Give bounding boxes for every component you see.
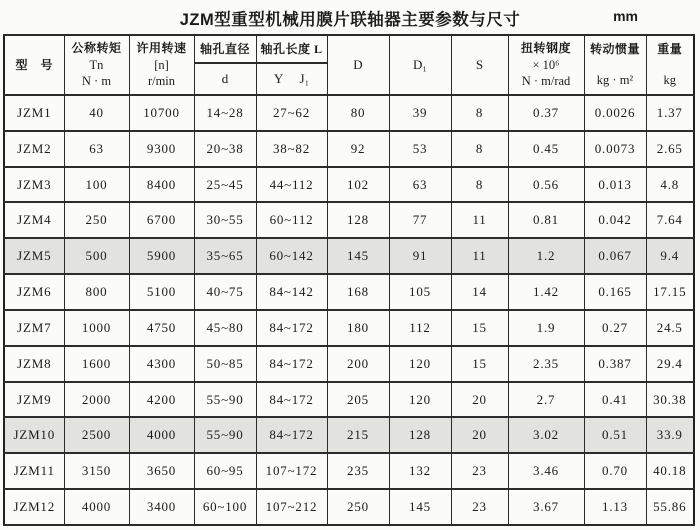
- value-cell: 1.42: [508, 274, 584, 310]
- col-header-torque: 公称转矩 Tn N · m: [64, 35, 129, 95]
- value-cell: 40~75: [194, 274, 256, 310]
- value-cell: 3400: [129, 489, 194, 525]
- value-cell: 80: [327, 95, 389, 131]
- table-row: [4, 95, 694, 131]
- table-row: [4, 453, 694, 489]
- table-row: [4, 202, 694, 238]
- value-cell: 91: [389, 238, 451, 274]
- model-cell: JZM5: [4, 238, 64, 274]
- value-cell: 3650: [129, 453, 194, 489]
- table-row: [4, 238, 694, 274]
- value-cell: 35~65: [194, 238, 256, 274]
- table-row: [4, 382, 694, 418]
- value-cell: 0.41: [584, 382, 646, 418]
- value-cell: 84~142: [256, 274, 327, 310]
- value-cell: 0.042: [584, 202, 646, 238]
- value-cell: 1.13: [584, 489, 646, 525]
- table-row: [4, 131, 694, 167]
- value-cell: 30~55: [194, 202, 256, 238]
- value-cell: 0.0073: [584, 131, 646, 167]
- value-cell: 23: [451, 453, 508, 489]
- table-row: [4, 274, 694, 310]
- value-cell: 102: [327, 167, 389, 203]
- value-cell: 17.15: [646, 274, 694, 310]
- value-cell: 128: [327, 202, 389, 238]
- model-cell: JZM10: [4, 417, 64, 453]
- col-header-S: S: [451, 35, 508, 95]
- value-cell: 14~28: [194, 95, 256, 131]
- model-cell: JZM2: [4, 131, 64, 167]
- col-header-model-label: 型 号: [15, 57, 53, 72]
- value-cell: 11: [451, 202, 508, 238]
- model-cell: JZM11: [4, 453, 64, 489]
- value-cell: 112: [389, 310, 451, 346]
- value-cell: 10700: [129, 95, 194, 131]
- col-header-stiffness: 扭转钢度 × 10⁶ N · m/rad: [508, 35, 584, 95]
- value-cell: 500: [64, 238, 129, 274]
- value-cell: 2.7: [508, 382, 584, 418]
- value-cell: 0.56: [508, 167, 584, 203]
- value-cell: 77: [389, 202, 451, 238]
- value-cell: 92: [327, 131, 389, 167]
- value-cell: 200: [327, 346, 389, 382]
- table-row: [4, 310, 694, 346]
- value-cell: 1.37: [646, 95, 694, 131]
- value-cell: 25~45: [194, 167, 256, 203]
- value-cell: 4000: [64, 489, 129, 525]
- value-cell: 4200: [129, 382, 194, 418]
- value-cell: 84~172: [256, 346, 327, 382]
- value-cell: 0.37: [508, 95, 584, 131]
- value-cell: 205: [327, 382, 389, 418]
- value-cell: 33.9: [646, 417, 694, 453]
- value-cell: 1.9: [508, 310, 584, 346]
- value-cell: 250: [64, 202, 129, 238]
- value-cell: 84~172: [256, 310, 327, 346]
- value-cell: 9300: [129, 131, 194, 167]
- value-cell: 20: [451, 382, 508, 418]
- value-cell: 100: [64, 167, 129, 203]
- unit-label: mm: [613, 8, 638, 24]
- value-cell: 5100: [129, 274, 194, 310]
- page-title: JZM型重型机械用膜片联轴器主要参数与尺寸: [179, 11, 521, 29]
- value-cell: 53: [389, 131, 451, 167]
- col-header-weight: 重量 kg: [646, 35, 694, 95]
- model-cell: JZM12: [4, 489, 64, 525]
- value-cell: 15: [451, 346, 508, 382]
- value-cell: 1.2: [508, 238, 584, 274]
- col-header-bore-length: 轴孔长度 L: [256, 35, 327, 63]
- value-cell: 14: [451, 274, 508, 310]
- value-cell: 20~38: [194, 131, 256, 167]
- col-header-inertia: 转动惯量 kg · m²: [584, 35, 646, 95]
- value-cell: 3.46: [508, 453, 584, 489]
- value-cell: 0.067: [584, 238, 646, 274]
- value-cell: 2000: [64, 382, 129, 418]
- value-cell: 50~85: [194, 346, 256, 382]
- col-header-model: [4, 35, 64, 95]
- model-cell: JZM7: [4, 310, 64, 346]
- value-cell: 60~100: [194, 489, 256, 525]
- value-cell: 0.165: [584, 274, 646, 310]
- value-cell: 120: [389, 346, 451, 382]
- value-cell: 235: [327, 453, 389, 489]
- table-row: [4, 346, 694, 382]
- value-cell: 128: [389, 417, 451, 453]
- value-cell: 120: [389, 382, 451, 418]
- value-cell: 4300: [129, 346, 194, 382]
- value-cell: 9.4: [646, 238, 694, 274]
- value-cell: 145: [327, 238, 389, 274]
- value-cell: 4750: [129, 310, 194, 346]
- value-cell: 39: [389, 95, 451, 131]
- value-cell: 4.8: [646, 167, 694, 203]
- value-cell: 7.64: [646, 202, 694, 238]
- value-cell: 4000: [129, 417, 194, 453]
- value-cell: 2.65: [646, 131, 694, 167]
- table-body: [4, 95, 694, 525]
- value-cell: 145: [389, 489, 451, 525]
- value-cell: 0.70: [584, 453, 646, 489]
- value-cell: 0.013: [584, 167, 646, 203]
- model-cell: JZM4: [4, 202, 64, 238]
- value-cell: 40.18: [646, 453, 694, 489]
- value-cell: 2.35: [508, 346, 584, 382]
- col-header-D: D: [327, 35, 389, 95]
- model-cell: JZM6: [4, 274, 64, 310]
- col-header-bore-diameter: 轴孔直径: [194, 35, 256, 63]
- value-cell: 2500: [64, 417, 129, 453]
- value-cell: 0.27: [584, 310, 646, 346]
- title-bar: [0, 3, 700, 31]
- value-cell: 8: [451, 95, 508, 131]
- value-cell: 63: [64, 131, 129, 167]
- value-cell: 215: [327, 417, 389, 453]
- value-cell: 800: [64, 274, 129, 310]
- table-row: [4, 489, 694, 525]
- value-cell: 105: [389, 274, 451, 310]
- value-cell: 0.0026: [584, 95, 646, 131]
- value-cell: 180: [327, 310, 389, 346]
- value-cell: 107~212: [256, 489, 327, 525]
- model-cell: JZM9: [4, 382, 64, 418]
- value-cell: 29.4: [646, 346, 694, 382]
- value-cell: 107~172: [256, 453, 327, 489]
- value-cell: 27~62: [256, 95, 327, 131]
- spec-table: [3, 34, 695, 526]
- value-cell: 60~112: [256, 202, 327, 238]
- value-cell: 44~112: [256, 167, 327, 203]
- value-cell: 6700: [129, 202, 194, 238]
- value-cell: 60~95: [194, 453, 256, 489]
- value-cell: 0.51: [584, 417, 646, 453]
- table-row: [4, 417, 694, 453]
- value-cell: 84~172: [256, 417, 327, 453]
- model-cell: JZM3: [4, 167, 64, 203]
- value-cell: 55~90: [194, 382, 256, 418]
- value-cell: 15: [451, 310, 508, 346]
- model-cell: JZM1: [4, 95, 64, 131]
- value-cell: 8: [451, 131, 508, 167]
- col-header-D1: D₁: [389, 35, 451, 95]
- value-cell: 60~142: [256, 238, 327, 274]
- value-cell: 24.5: [646, 310, 694, 346]
- col-header-bore-diameter-sub: d: [194, 63, 256, 95]
- model-cell: JZM8: [4, 346, 64, 382]
- value-cell: 3150: [64, 453, 129, 489]
- table-header: [4, 35, 694, 95]
- value-cell: 250: [327, 489, 389, 525]
- value-cell: 23: [451, 489, 508, 525]
- value-cell: 8400: [129, 167, 194, 203]
- value-cell: 0.81: [508, 202, 584, 238]
- value-cell: 38~82: [256, 131, 327, 167]
- value-cell: 55~90: [194, 417, 256, 453]
- value-cell: 1000: [64, 310, 129, 346]
- value-cell: 5900: [129, 238, 194, 274]
- value-cell: 3.02: [508, 417, 584, 453]
- col-header-speed: 许用转速 [n] r/min: [129, 35, 194, 95]
- value-cell: 1600: [64, 346, 129, 382]
- value-cell: 8: [451, 167, 508, 203]
- value-cell: 30.38: [646, 382, 694, 418]
- value-cell: 45~80: [194, 310, 256, 346]
- value-cell: 40: [64, 95, 129, 131]
- value-cell: 20: [451, 417, 508, 453]
- value-cell: 3.67: [508, 489, 584, 525]
- value-cell: 168: [327, 274, 389, 310]
- value-cell: 0.45: [508, 131, 584, 167]
- value-cell: 132: [389, 453, 451, 489]
- value-cell: 0.387: [584, 346, 646, 382]
- col-header-bore-length-sub: Y J₁: [256, 63, 327, 95]
- value-cell: 11: [451, 238, 508, 274]
- value-cell: 84~172: [256, 382, 327, 418]
- value-cell: 63: [389, 167, 451, 203]
- value-cell: 55.86: [646, 489, 694, 525]
- table-row: [4, 167, 694, 203]
